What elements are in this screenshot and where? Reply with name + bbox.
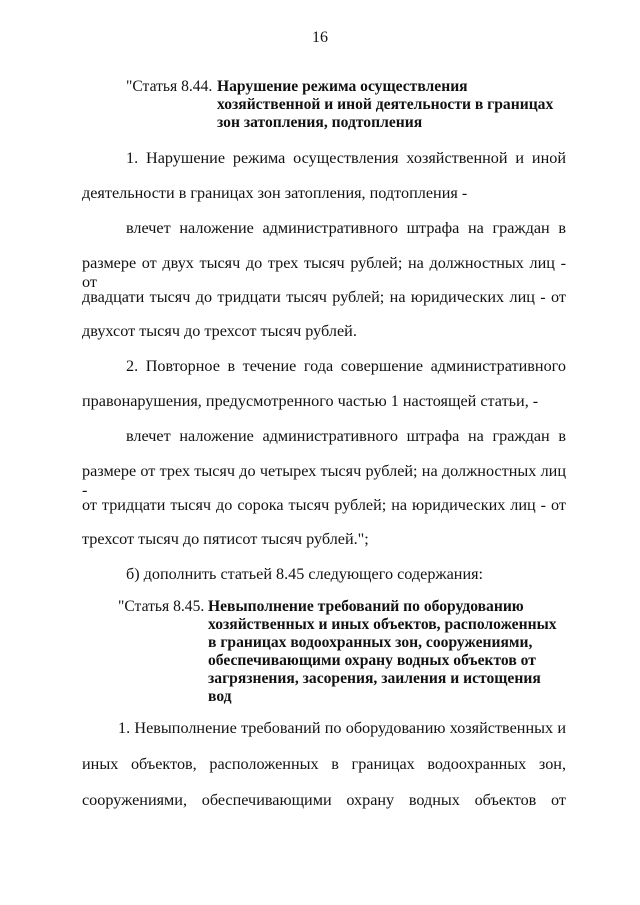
article-title-line: хозяйственной и иной деятельности в границах: [217, 96, 554, 113]
text-line: трехсот тысяч до пятисот тысяч рублей.";: [82, 530, 369, 548]
article-number: "Статья 8.44.: [126, 78, 213, 95]
text-line: двухсот тысяч до трехсот тысяч рублей.: [82, 322, 357, 340]
page-number: 16: [312, 29, 328, 46]
article-title-line: в границах водоохранных зон, сооружениями,: [208, 634, 533, 651]
text-line: размере от двух тысяч до трех тысяч рублей; на должностных лиц - от: [82, 254, 566, 291]
text-line: деятельности в границах зон затопления, подтопления -: [82, 184, 468, 202]
text-line: правонарушения, предусмотренного частью 1 настоящей статьи, -: [82, 392, 539, 410]
text-line: 1. Нарушение режима осуществления хозяйственной и иной: [126, 149, 566, 167]
text-line: 1. Невыполнение требований по оборудованию хозяйственных и: [118, 719, 566, 737]
text-line: влечет наложение административного штрафа на граждан в: [126, 427, 566, 445]
article-number: "Статья 8.45.: [118, 598, 205, 615]
article-8-44-heading: [126, 78, 586, 134]
article-title-line: хозяйственных и иных объектов, расположенных: [208, 616, 557, 633]
article-title-line: загрязнения, засорения, заиления и истощения: [208, 670, 541, 687]
text-line: 2. Повторное в течение года совершение административного: [126, 357, 566, 375]
text-line: от тридцати тысяч до сорока тысяч рублей; на юридических лиц - от: [82, 496, 566, 514]
text-line: влечет наложение административного штрафа на граждан в: [126, 219, 566, 237]
article-title-line: Невыполнение требований по оборудованию: [208, 598, 524, 615]
article-title-line: зон затопления, подтопления: [217, 114, 423, 131]
text-line: б) дополнить статьей 8.45 следующего содержания:: [126, 565, 484, 583]
article-title-line: Нарушение режима осуществления: [217, 78, 468, 95]
article-8-45-heading: [118, 598, 578, 708]
article-title-line: обеспечивающими охрану водных объектов от: [208, 652, 536, 669]
text-line: двадцати тысяч до тридцати тысяч рублей; на юридических лиц - от: [82, 288, 566, 306]
text-line: сооружениями, обеспечивающими охрану водных объектов от: [82, 791, 566, 809]
text-line: иных объектов, расположенных в границах водоохранных зон,: [82, 755, 566, 773]
article-title-line: вод: [208, 688, 232, 705]
text-line: размере от трех тысяч до четырех тысяч рублей; на должностных лиц -: [82, 462, 566, 499]
